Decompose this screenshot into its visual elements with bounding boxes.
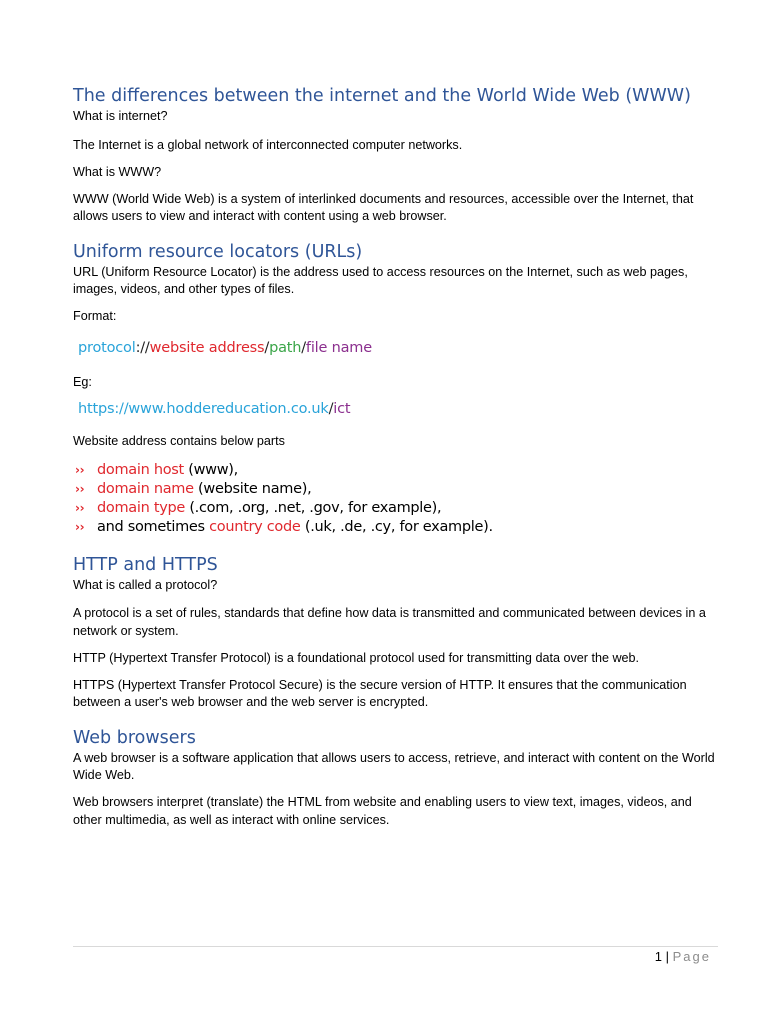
heading-internet-vs-www: The differences between the internet and the World Wide Web (WWW) (73, 86, 691, 106)
heading-web-browsers: Web browsers (73, 727, 196, 748)
document-page (73, 84, 718, 839)
question-what-is-www: What is WWW? (73, 164, 162, 179)
answer-https: HTTPS (Hypertext Transfer Protocol Secure) is the secure version of HTTP. It ensures that the communication between a user's web browser and the web server is encrypted. (73, 677, 687, 709)
chevron-bullet-icon: ›› (75, 462, 85, 477)
answer-http: HTTP (Hypertext Transfer Protocol) is a foundational protocol used for transmitting data over the web. (73, 650, 640, 665)
format-sep2: / (264, 339, 270, 356)
format-protocol: protocol (78, 339, 136, 356)
footer-divider (73, 946, 718, 947)
answer-internet: The Internet is a global network of interconnected computer networks. (73, 137, 463, 152)
answer-protocol: A protocol is a set of rules, standards that define how data is transmitted and communicated between devices in a network or system. (73, 606, 706, 638)
heading-http-https: HTTP and HTTPS (73, 554, 218, 575)
example-path: ict (333, 401, 351, 417)
chevron-bullet-icon: ›› (75, 481, 85, 496)
chevron-bullet-icon: ›› (75, 519, 85, 534)
url-intro: URL (Uniform Resource Locator) is the address used to access resources on the Internet, such as web pages, images, videos, and other types of files. (73, 264, 688, 296)
page-label: Page (672, 949, 711, 964)
question-what-is-internet: What is internet? (73, 109, 168, 123)
eg-label: Eg: (73, 374, 92, 389)
page-footer (655, 949, 711, 964)
part-rest: (.uk, .de, .cy, for example). (300, 518, 493, 535)
part-rest: (www), (183, 461, 238, 478)
format-sep3: / (301, 339, 306, 356)
browser-definition: A web browser is a software application that allows users to access, retrieve, and interact with content on the World Wide Web. (73, 750, 715, 782)
part-rest: (website name), (193, 480, 312, 497)
chevron-bullet-icon: ›› (75, 500, 85, 515)
part-highlight: country code (209, 518, 301, 535)
part-highlight: domain name (97, 480, 194, 497)
answer-www: WWW (World Wide Web) is a system of interlinked documents and resources, accessible over the Internet, that allows users to view and interact with content using a web browser. (73, 191, 694, 223)
heading-urls: Uniform resource locators (URLs) (73, 241, 363, 262)
example-sep: / (328, 401, 334, 417)
format-label: Format: (73, 309, 117, 323)
url-example (78, 401, 718, 417)
list-item (75, 461, 718, 480)
format-address: website address (149, 339, 265, 356)
list-item (75, 499, 718, 518)
list-item (75, 518, 718, 537)
part-highlight: domain host (97, 461, 184, 478)
example-address: https://www.hoddereducation.co.uk (78, 401, 329, 417)
url-format-diagram (78, 340, 718, 356)
format-file: file name (305, 339, 372, 356)
page-number: 1 (654, 949, 662, 964)
address-parts-list (75, 461, 718, 537)
part-highlight: domain type (97, 499, 186, 516)
browser-function: Web browsers interpret (translate) the HTML from website and enabling users to view text, images, videos, and other multimedia, as well as interact with online services. (73, 795, 692, 827)
footer-separator: | (665, 949, 669, 964)
part-rest: (.com, .org, .net, .gov, for example), (185, 499, 442, 516)
format-path: path (269, 339, 302, 356)
part-prefix: and sometimes (97, 518, 210, 535)
parts-intro: Website address contains below parts (73, 434, 285, 448)
list-item (75, 480, 718, 499)
question-protocol: What is called a protocol? (73, 577, 218, 592)
format-sep1: :// (135, 339, 150, 356)
